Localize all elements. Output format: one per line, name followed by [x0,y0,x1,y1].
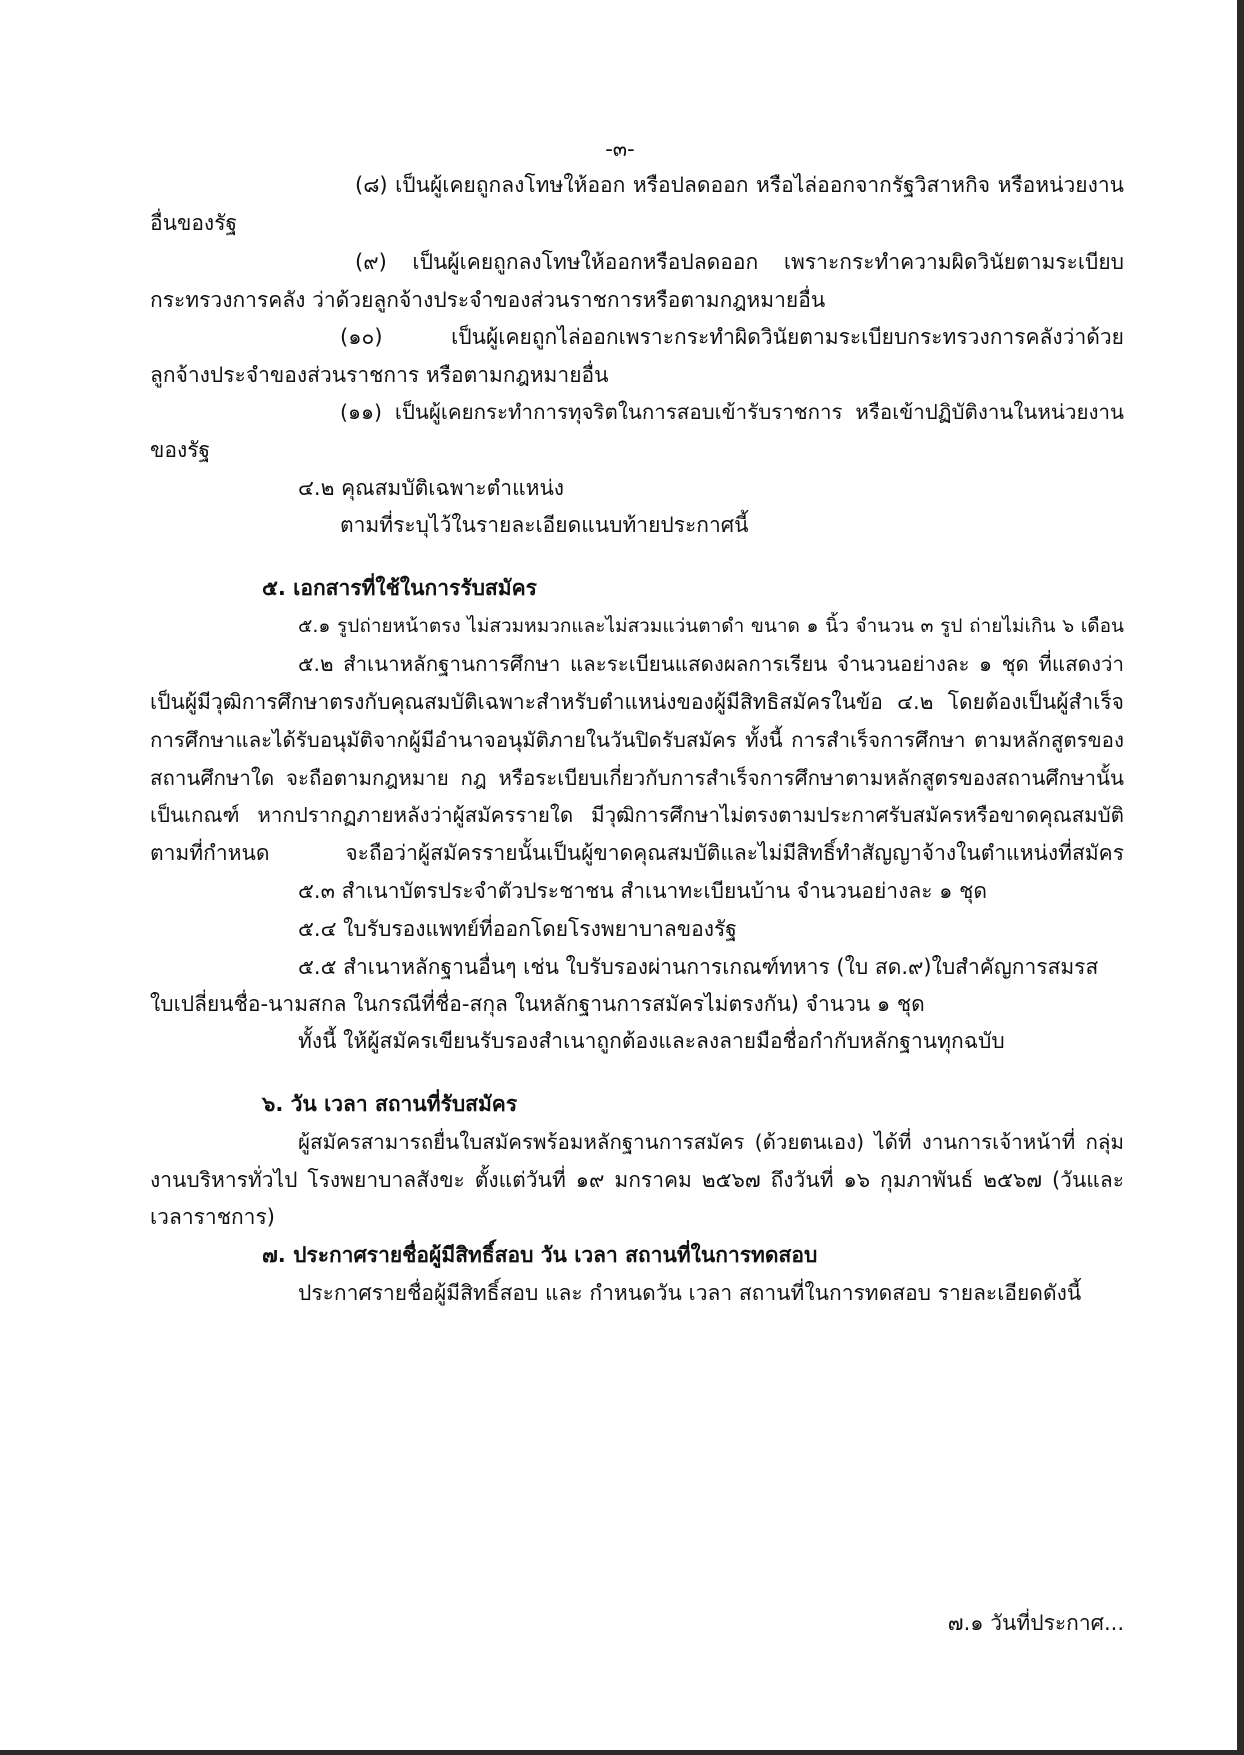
section-5-2-line-2: เป็นผู้มีวุฒิการศึกษาตรงกับคุณสมบัติเฉพาะสำหรับตำแหน่งของผู้มีสิทธิสมัครในข้อ ๔.๒ โดยต้องเป็นผู้สำเร็จ [150,690,1124,714]
section-5-3: ๕.๓ สำเนาบัตรประจำตัวประชาชน สำเนาทะเบียนบ้าน จำนวนอย่างละ ๑ ชุด [298,879,988,903]
scan-edge-right [1237,0,1244,1755]
section-6-line-2: งานบริหารทั่วไป โรงพยาบาลสังขะ ตั้งแต่วันที่ ๑๙ มกราคม ๒๕๖๗ ถึงวันที่ ๑๖ กุมภาพันธ์ ๒๕๖๗ (วันและ [150,1168,1124,1192]
section-5-5-line-1: ๕.๕ สำเนาหลักฐานอื่นๆ เช่น ใบรับรองผ่านการเกณฑ์ทหาร (ใบ สด.๙)ใบสำคัญการสมรส [298,955,1099,979]
item-9-line-2: กระทรวงการคลัง ว่าด้วยลูกจ้างประจำของส่วนราชการหรือตามกฎหมายอื่น [150,288,826,312]
item-11-line-1: (๑๑) เป็นผู้เคยกระทำการทุจริตในการสอบเข้ารับราชการ หรือเข้าปฏิบัติงานในหน่วยงาน [340,400,1124,424]
section-5-2-line-5: เป็นเกณฑ์ หากปรากฏภายหลังว่าผู้สมัครรายใด มีวุฒิการศึกษาไม่ตรงตามประกาศรับสมัครหรือขาดคุณสมบัติ [150,803,1124,827]
section-5-note: ทั้งนี้ ให้ผู้สมัครเขียนรับรองสำเนาถูกต้องและลงลายมือชื่อกำกับหลักฐานทุกฉบับ [298,1029,1005,1053]
continuation-note: ๗.๑ วันที่ประกาศ... [947,1611,1124,1635]
section-7-line-1: ประกาศรายชื่อผู้มีสิทธิ์สอบ และ กำหนดวัน เวลา สถานที่ในการทดสอบ รายละเอียดดังนี้ [298,1281,1082,1305]
section-5-heading: ๕. เอกสารที่ใช้ในการรับสมัคร [262,576,537,600]
item-11-line-2: ของรัฐ [150,438,211,462]
item-8-line-2: อื่นของรัฐ [150,211,238,235]
section-5-2-line-6: ตามที่กำหนด จะถือว่าผู้สมัครรายนั้นเป็นผู้ขาดคุณสมบัติและไม่มีสิทธิ์ทำสัญญาจ้างในตำแหน่งที่สมัคร [150,841,1124,865]
section-5-4: ๕.๔ ใบรับรองแพทย์ที่ออกโดยโรงพยาบาลของรัฐ [298,917,737,941]
item-10-line-2: ลูกจ้างประจำของส่วนราชการ หรือตามกฎหมายอื่น [150,363,609,387]
page-number: -๓- [605,137,635,161]
section-4-2-title: ๔.๒ คุณสมบัติเฉพาะตำแหน่ง [298,476,565,500]
section-5-5-line-2: ใบเปลี่ยนชื่อ-นามสกล ในกรณีที่ชื่อ-สกุล ในหลักฐานการสมัครไม่ตรงกัน) จำนวน ๑ ชุด [150,992,925,1016]
section-5-2-line-4: สถานศึกษาใด จะถือตามกฎหมาย กฎ หรือระเบียบเกี่ยวกับการสำเร็จการศึกษาตามหลักสูตรของสถานศึกษานั้น [150,766,1124,790]
section-6-heading: ๖. วัน เวลา สถานที่รับสมัคร [262,1092,518,1116]
item-8-line-1: (๘) เป็นผู้เคยถูกลงโทษให้ออก หรือปลดออก หรือไล่ออกจากรัฐวิสาหกิจ หรือหน่วยงาน [355,173,1124,197]
section-7-heading: ๗. ประกาศรายชื่อผู้มีสิทธิ์สอบ วัน เวลา สถานที่ในการทดสอบ [262,1243,818,1267]
section-6-line-1: ผู้สมัครสามารถยื่นใบสมัครพร้อมหลักฐานการสมัคร (ด้วยตนเอง) ได้ที่ งานการเจ้าหน้าที่ กลุ่ม [298,1130,1124,1154]
section-6-line-3: เวลาราชการ) [150,1205,275,1229]
item-10-line-1: (๑๐) เป็นผู้เคยถูกไล่ออกเพราะกระทำผิดวินัยตามระเบียบกระทรวงการคลังว่าด้วย [340,325,1124,349]
scan-edge-bottom [0,1750,1244,1755]
section-5-1: ๕.๑ รูปถ่ายหน้าตรง ไม่สวมหมวกและไม่สวมแว่นตาดำ ขนาด ๑ นิ้ว จำนวน ๓ รูป ถ่ายไม่เกิน ๖ เดือน [298,615,1124,637]
section-4-2-body: ตามที่ระบุไว้ในรายละเอียดแนบท้ายประกาศนี้ [340,513,749,537]
section-5-2-line-1: ๕.๒ สำเนาหลักฐานการศึกษา และระเบียนแสดงผลการเรียน จำนวนอย่างละ ๑ ชุด ที่แสดงว่า [298,652,1124,676]
item-9-line-1: (๙) เป็นผู้เคยถูกลงโทษให้ออกหรือปลดออก เพราะกระทำความผิดวินัยตามระเบียบ [355,250,1124,274]
section-5-2-line-3: การศึกษาและได้รับอนุมัติจากผู้มีอำนาจอนุมัติภายในวันปิดรับสมัคร ทั้งนี้ การสำเร็จการศึกษา ตามหลักสูตรของ [150,728,1124,752]
